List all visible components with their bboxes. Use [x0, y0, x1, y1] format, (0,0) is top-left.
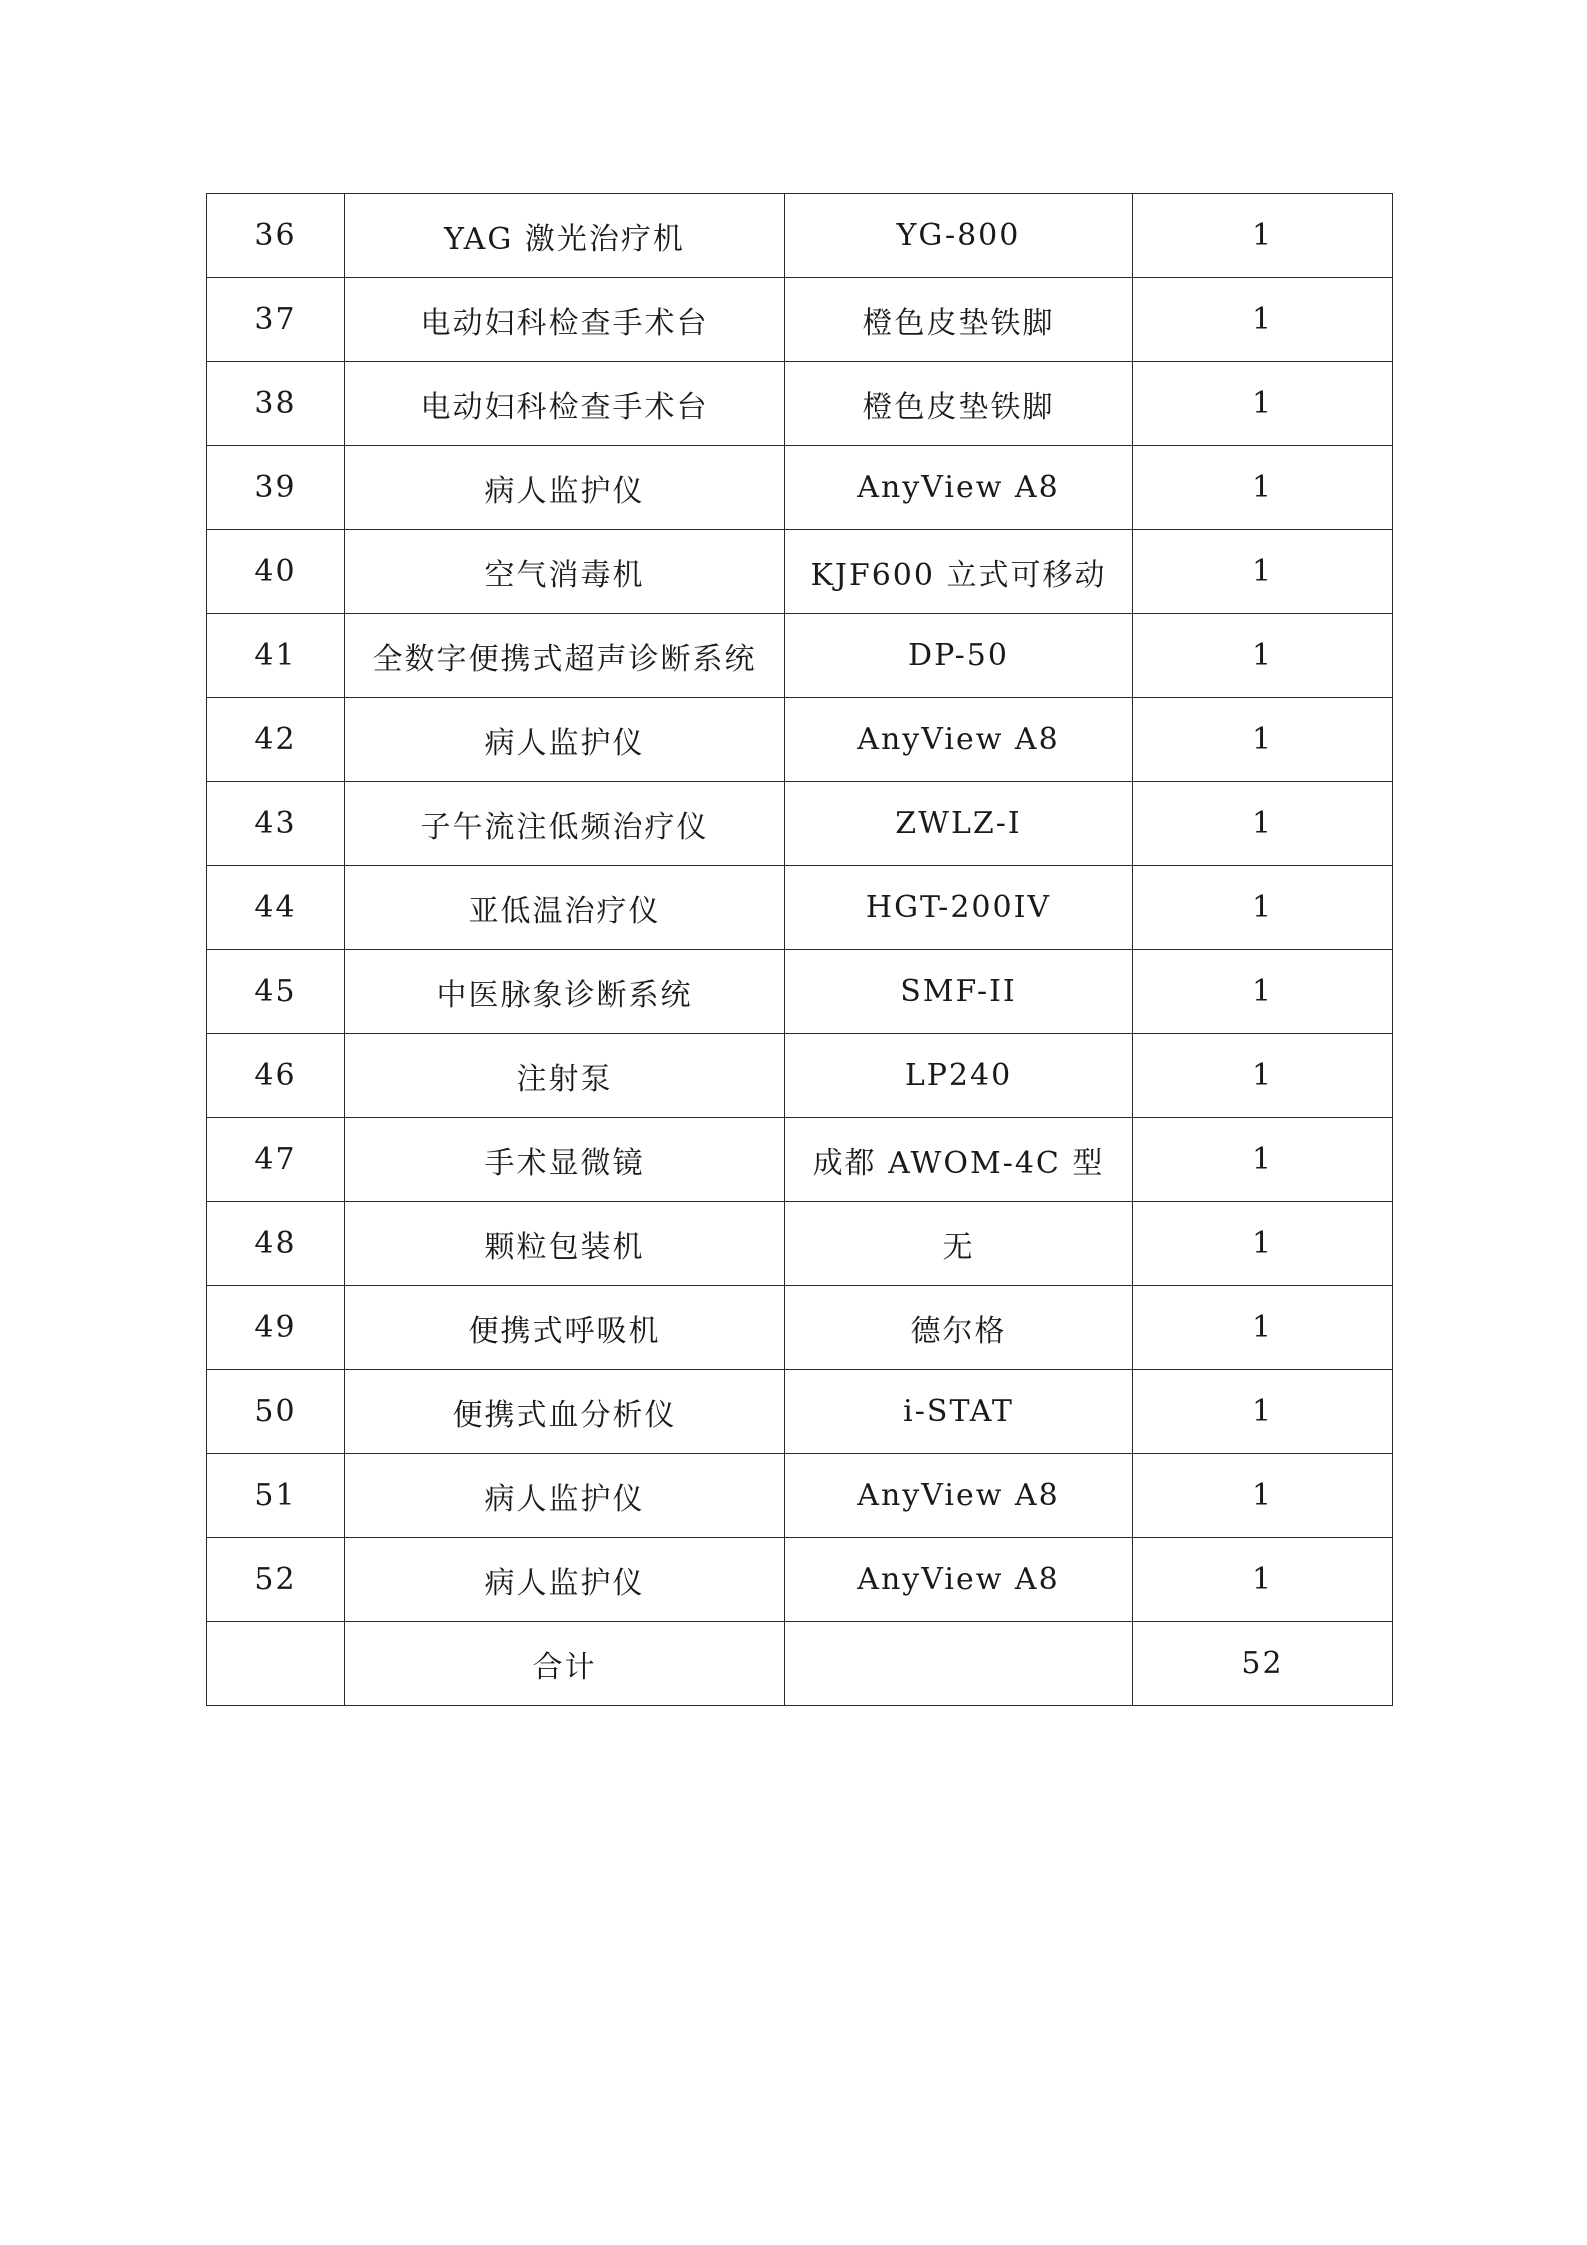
table-row — [207, 1538, 1393, 1622]
table-row — [207, 362, 1393, 446]
row-number-cell: 45 — [207, 950, 345, 1034]
model-cell: 橙色皮垫铁脚 — [785, 362, 1133, 446]
total-quantity-cell: 52 — [1133, 1622, 1393, 1706]
quantity-cell: 1 — [1133, 1202, 1393, 1286]
quantity-cell: 1 — [1133, 866, 1393, 950]
equipment-name-cell: 病人监护仪 — [345, 698, 785, 782]
model-cell: i-STAT — [785, 1370, 1133, 1454]
quantity-cell: 1 — [1133, 1286, 1393, 1370]
total-row — [207, 1622, 1393, 1706]
table-row — [207, 194, 1393, 278]
quantity-cell: 1 — [1133, 950, 1393, 1034]
model-cell: HGT-200IV — [785, 866, 1133, 950]
row-number-cell: 40 — [207, 530, 345, 614]
model-cell: 德尔格 — [785, 1286, 1133, 1370]
quantity-cell: 1 — [1133, 1118, 1393, 1202]
row-number-cell: 52 — [207, 1538, 345, 1622]
equipment-name-cell: 电动妇科检查手术台 — [345, 362, 785, 446]
row-number-cell: 49 — [207, 1286, 345, 1370]
quantity-cell: 1 — [1133, 1034, 1393, 1118]
total-number-cell — [207, 1622, 345, 1706]
equipment-name-cell: 空气消毒机 — [345, 530, 785, 614]
table-row — [207, 1202, 1393, 1286]
row-number-cell: 46 — [207, 1034, 345, 1118]
model-cell: SMF-II — [785, 950, 1133, 1034]
model-cell: AnyView A8 — [785, 446, 1133, 530]
quantity-cell: 1 — [1133, 698, 1393, 782]
quantity-cell: 1 — [1133, 446, 1393, 530]
quantity-cell: 1 — [1133, 1538, 1393, 1622]
equipment-name-cell: 病人监护仪 — [345, 1538, 785, 1622]
equipment-name-cell: 病人监护仪 — [345, 1454, 785, 1538]
equipment-name-cell: 全数字便携式超声诊断系统 — [345, 614, 785, 698]
equipment-name-cell: 病人监护仪 — [345, 446, 785, 530]
model-cell: ZWLZ-I — [785, 782, 1133, 866]
table-row — [207, 950, 1393, 1034]
quantity-cell: 1 — [1133, 782, 1393, 866]
quantity-cell: 1 — [1133, 614, 1393, 698]
row-number-cell: 50 — [207, 1370, 345, 1454]
equipment-name-cell: 子午流注低频治疗仪 — [345, 782, 785, 866]
table-row — [207, 1118, 1393, 1202]
equipment-name-cell: 便携式呼吸机 — [345, 1286, 785, 1370]
model-cell: KJF600 立式可移动 — [785, 530, 1133, 614]
model-cell: LP240 — [785, 1034, 1133, 1118]
equipment-name-cell: 注射泵 — [345, 1034, 785, 1118]
equipment-table — [206, 193, 1393, 1706]
table-row — [207, 446, 1393, 530]
table-row — [207, 614, 1393, 698]
quantity-cell: 1 — [1133, 1370, 1393, 1454]
quantity-cell: 1 — [1133, 278, 1393, 362]
row-number-cell: 47 — [207, 1118, 345, 1202]
row-number-cell: 39 — [207, 446, 345, 530]
quantity-cell: 1 — [1133, 530, 1393, 614]
row-number-cell: 43 — [207, 782, 345, 866]
total-model-cell — [785, 1622, 1133, 1706]
quantity-cell: 1 — [1133, 1454, 1393, 1538]
equipment-name-cell: 颗粒包装机 — [345, 1202, 785, 1286]
row-number-cell: 41 — [207, 614, 345, 698]
row-number-cell: 44 — [207, 866, 345, 950]
quantity-cell: 1 — [1133, 194, 1393, 278]
row-number-cell: 51 — [207, 1454, 345, 1538]
equipment-name-cell: 电动妇科检查手术台 — [345, 278, 785, 362]
total-label-cell: 合计 — [345, 1622, 785, 1706]
row-number-cell: 36 — [207, 194, 345, 278]
equipment-name-cell: 便携式血分析仪 — [345, 1370, 785, 1454]
table-row — [207, 1034, 1393, 1118]
model-cell: 橙色皮垫铁脚 — [785, 278, 1133, 362]
row-number-cell: 38 — [207, 362, 345, 446]
table-row — [207, 530, 1393, 614]
model-cell: AnyView A8 — [785, 1538, 1133, 1622]
equipment-name-cell: 中医脉象诊断系统 — [345, 950, 785, 1034]
model-cell: 成都 AWOM-4C 型 — [785, 1118, 1133, 1202]
table-row — [207, 278, 1393, 362]
row-number-cell: 48 — [207, 1202, 345, 1286]
table-row — [207, 866, 1393, 950]
table-row — [207, 1454, 1393, 1538]
model-cell: DP-50 — [785, 614, 1133, 698]
equipment-name-cell: 手术显微镜 — [345, 1118, 785, 1202]
row-number-cell: 37 — [207, 278, 345, 362]
quantity-cell: 1 — [1133, 362, 1393, 446]
table-row — [207, 782, 1393, 866]
table-row — [207, 1370, 1393, 1454]
model-cell: YG-800 — [785, 194, 1133, 278]
equipment-name-cell: YAG 激光治疗机 — [345, 194, 785, 278]
equipment-name-cell: 亚低温治疗仪 — [345, 866, 785, 950]
model-cell: AnyView A8 — [785, 698, 1133, 782]
table-row — [207, 698, 1393, 782]
table-row — [207, 1286, 1393, 1370]
model-cell: 无 — [785, 1202, 1133, 1286]
model-cell: AnyView A8 — [785, 1454, 1133, 1538]
row-number-cell: 42 — [207, 698, 345, 782]
